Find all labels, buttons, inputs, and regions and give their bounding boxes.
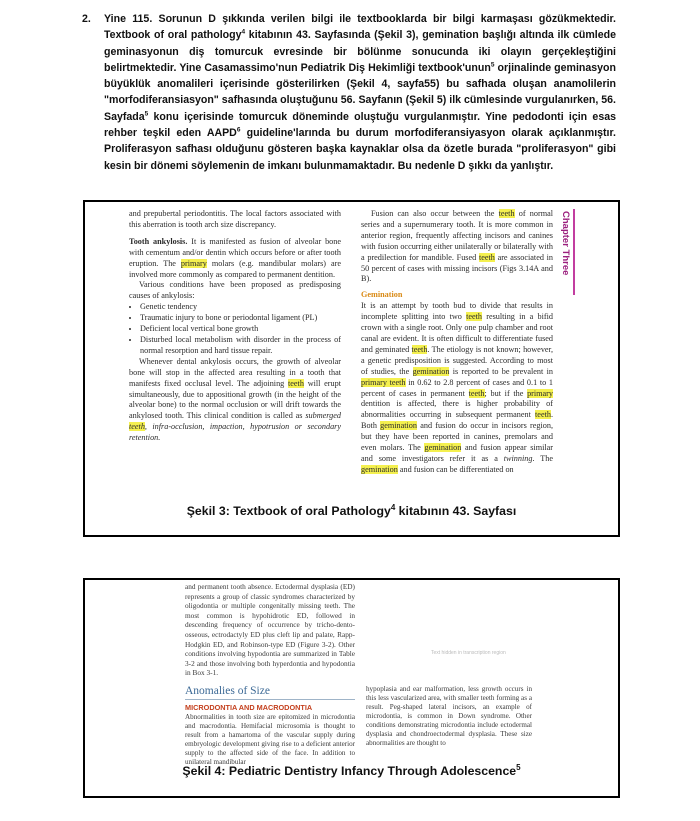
scan-text: is reported to be prevalent in: [449, 366, 553, 376]
scan-left-column: [129, 209, 341, 444]
chapter-tab: [553, 209, 575, 295]
highlight: primary: [180, 258, 207, 268]
scan-text: twinning: [503, 453, 533, 463]
highlight: gemination: [424, 443, 462, 453]
scan-text: molars (e.g. mandibular molars) are involved more commonly as compared to permanent dentition.: [129, 258, 341, 279]
scan-text: are associated in 50 percent of cases with missing incisors (Figs 3.14A and B).: [361, 252, 554, 284]
heading-rule: [185, 699, 355, 700]
scan-text: ; but if the: [484, 388, 528, 398]
figure-4-caption: [85, 764, 618, 778]
figure-3-box: [83, 200, 620, 537]
subheading: MICRODONTIA AND MACRODONTIA: [185, 703, 313, 712]
scan-paragraph: [361, 209, 553, 285]
scan-text: in 0.62 to 2.8 percent of cases and 0.1 to 1 percent of cases in permanent: [361, 377, 553, 398]
citation-sup: 4: [390, 502, 396, 512]
figure-3-caption: [85, 504, 618, 518]
caption-text: Şekil 3: Textbook of oral Pathology: [186, 504, 391, 518]
list-number: 2.: [82, 13, 91, 25]
highlight: gemination: [361, 464, 398, 474]
scan-text: Whenever dental ankylosis occurs, the growth of alveolar bone will stop in the affected area resulting in a tooth that manifests fixed occlusal level. The adjoining: [129, 356, 341, 388]
scan-text: dentition is affected, there is higher probability of abnormalities occurring in subsequent permanent: [361, 399, 553, 420]
faint-overlay-text: Text hidden in transcription region: [431, 650, 506, 656]
highlight: teeth: [498, 209, 515, 218]
list-item: • Deficient local vertical bone growth: [140, 324, 341, 335]
scan-text: . The: [532, 453, 553, 463]
scan-paragraph: and prepubertal periodontitis. The local factors associated with this aberration is tooth arch size discrepancy.: [129, 209, 341, 229]
scan-text: It is manifested as fusion of alveolar bone with cementum and/or dentin which occurs before or after tooth eruption. The: [129, 236, 341, 268]
list-item: • Disturbed local metabolism with disorder in the process of normal resorption and hard tissue repair.: [140, 335, 341, 357]
paragraph-text: konu içerisinde tomurcuk döneminde oluştuğu vurgulanmıştır. Yine pedodonti için esas rehber teşkil eden AAPD: [104, 110, 616, 140]
paragraph-text: Yine 115. Sorunun D şıkkında verilen bilgi ile textbooklarda bir bilgi karmaşası gözükmektedir. Textbook of oral pathology: [104, 13, 616, 42]
citation-sup: 5: [516, 762, 521, 772]
highlight: teeth: [468, 388, 485, 398]
scan-text: It is an attempt by tooth bud to divide that results in incomplete splitting into two: [361, 301, 553, 322]
highlight: teeth: [411, 344, 428, 354]
scan-text: submerged: [305, 411, 341, 421]
paragraph-text: kitabının 43. Sayfasında (Şekil 3), gemination başlığı altında ilk cümlede geminasyonun diş tomurcuk evresinde bir bölünme sonucunda iki olayın gerçekleştiğini belirtmektedir. Yine Casamassimo'nun Pediatrik Diş Hekimliği textbook'unun: [104, 29, 616, 74]
textbook-page-scan: [129, 209, 575, 491]
scan-left-column: Abnormalities in tooth size are epitomized in microdontia and macrodontia. Hemifacial microsomia is thought to result from a hamartoma of the vascular supply during embryologic development giving rise to a deficient anterior supply to the affected side of the face. In addition to unilateral mandibular: [185, 713, 355, 766]
scan-right-column: hypoplasia and ear malformation, less growth occurs in this less vascularized area, with smaller teeth forming as a result. Peg-shaped lateral incisors, an example of microdontia, is common in Down syndrome. Other conditions demonstrating microdontia include ectodermal dysplasia and chondroectodermal dysplasia. These size abnormalities are thought to: [366, 685, 532, 747]
body-paragraph: [82, 11, 616, 174]
scan-text: and fusion can be differentiated on: [397, 464, 514, 474]
highlight: gemination: [412, 366, 450, 376]
caption-text: kitabının 43. Sayfası: [395, 504, 517, 518]
highlight: primary: [527, 388, 553, 398]
highlight: teeth: [288, 378, 304, 388]
gemination-heading: Gemination: [361, 290, 403, 300]
scan-text: . The etiology is not known; however, a genetic predisposition is suggested. According to most of studies, the: [361, 344, 553, 376]
highlight: gemination: [380, 421, 417, 431]
scan-text: Fusion can also occur between the: [371, 209, 499, 218]
highlight: primary teeth: [361, 377, 406, 387]
chapter-tab-label: Chapter Three: [560, 211, 571, 276]
scan-text: resulting in a bifid crown with a single root. Only one pulp chamber and root canal are evident. It is often difficult to differentiate fused and geminated: [361, 312, 553, 354]
anomalies-heading: Anomalies of Size: [185, 685, 270, 697]
paragraph-text: orjinalinde geminasyon büyüklük anomalileri içerisinde gösterilirken (Şekil 4, sayfa55) bu safhada oluşan anamolilerin "morfodiferansiasyon" safhasında oluştuğunu 56. Sayfanın (Şekil 5) ilk cümlesinde vurgulanırken, 56. Sayfada: [104, 61, 616, 123]
citation-sup: 5: [490, 61, 495, 69]
highlight: teeth: [466, 312, 483, 322]
scan-paragraph: [361, 301, 553, 476]
scan-text: . Both: [361, 410, 553, 431]
scan-paragraph: and permanent tooth absence. Ectodermal dysplasia (ED) represents a group of classic syndromes characterized by oligodontia or multiple congenitally missing teeth. The most common is hypohidrotic ED, followed in descending frequency of occurrence by tricho-dento-osseous, ectrodactyly ED plus cleft lip and palate, Rapp-Hodgkin ED, and Robinson-type ED (Figure 3-2). Other conditions involving hypodontia are summarized in Table 3-2 and those involving both hyperdontia and hypodontia in Box 3-1.: [185, 582, 355, 678]
scan-paragraph: [129, 357, 341, 444]
highlight: teeth: [129, 422, 145, 432]
scan-right-column: [361, 209, 553, 476]
scan-text: , infra-occlusion, impaction, hypotrusion or secondary retention.: [129, 422, 341, 443]
paragraph-text: guideline'larında bu durum morfodiferansiyasyon olarak açıklanmıştır. Proliferasyon safhası olduğunu gösteren başka kaynaklar olsa da özetle burada "proliferasyon" gibi kesin bir dönemi söylemenin de imkanı bulunmamaktadır. Bu nedenle D şıkkı da yanlıştır.: [104, 127, 616, 172]
textbook-page-scan: [185, 582, 535, 766]
list-item: • Traumatic injury to bone or periodontal ligament (PL): [140, 313, 341, 324]
cause-list: [129, 302, 341, 357]
citation-sup: 4: [241, 28, 246, 36]
scan-text: and fusion do occur in incisors region, but they have been reported in canines, premolars and even molars. The: [361, 421, 553, 453]
scan-paragraph: [129, 237, 341, 281]
caption-text: Şekil 4: Pediatric Dentistry Infancy Through Adolescence: [182, 764, 517, 778]
scan-paragraph: Various conditions have been proposed as predisposing causes of ankylosis:: [129, 280, 341, 301]
highlight: teeth: [535, 410, 551, 420]
citation-sup: 5: [144, 110, 149, 118]
scan-text: and fusion appear similar and some investigators refer it as a: [361, 443, 553, 463]
scan-text: of normal series and a supernumerary tooth. It is more common in anterior region, frequently affecting incisors and canines with fusion occurring either unilaterally or bilaterally with a predilection for mandible. Fused: [361, 209, 553, 262]
citation-sup: 6: [236, 126, 241, 134]
list-item: • Genetic tendency: [140, 302, 341, 313]
figure-4-box: [83, 578, 620, 798]
ankylosis-heading: Tooth ankylosis.: [129, 236, 188, 246]
scan-text: will erupt simultaneously, due to appositional growth (in the height of the alveolar bone) to the normal occlusion or will drift towards the ankylosed tooth. This clinical condition is called as: [129, 378, 342, 421]
highlight: teeth: [478, 252, 495, 262]
